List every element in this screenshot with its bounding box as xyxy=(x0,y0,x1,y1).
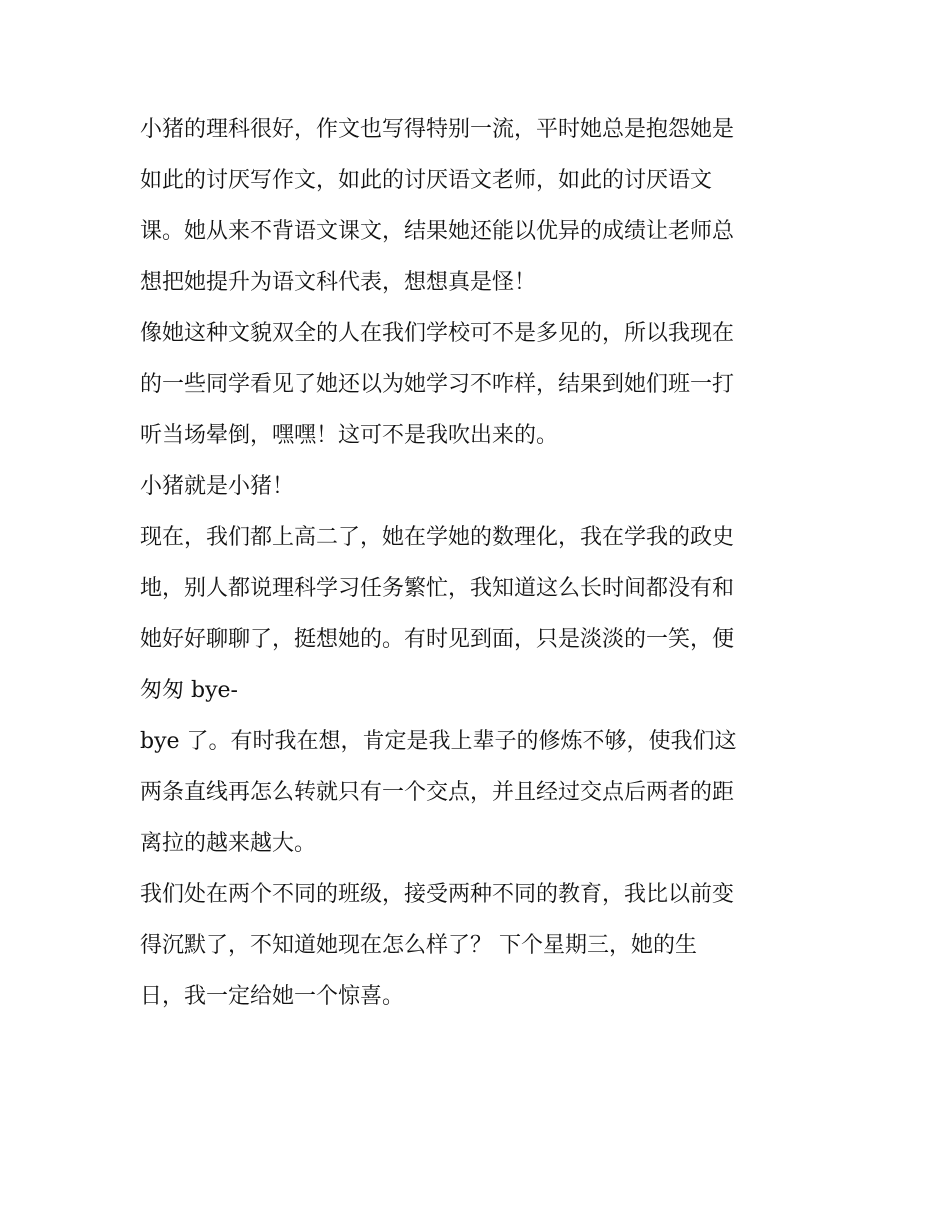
text-line: 匆匆 bye- xyxy=(140,678,238,703)
body-text xyxy=(140,104,820,1022)
text-line: 听当场晕倒，嘿嘿！这可不是我吹出来的。 xyxy=(140,423,559,448)
text-line: 地，别人都说理科学习任务繁忙，我知道这么长时间都没有和 xyxy=(140,576,735,601)
text-line: 两条直线再怎么转就只有一个交点，并且经过交点后两者的距 xyxy=(140,780,735,805)
text-line: 日，我一定给她一个惊喜。 xyxy=(140,984,405,1009)
text-line: bye 了。有时我在想，肯定是我上辈子的修炼不够，使我们这 xyxy=(140,729,737,754)
text-line: 得沉默了，不知道她现在怎么样了？ 下个星期三，她的生 xyxy=(140,933,697,958)
text-line: 现在，我们都上高二了，她在学她的数理化，我在学我的政史 xyxy=(140,525,735,550)
text-line: 想把她提升为语文科代表，想想真是怪！ xyxy=(140,270,537,295)
text-line: 像她这种文貌双全的人在我们学校可不是多见的，所以我现在 xyxy=(140,321,735,346)
text-line: 的一些同学看见了她还以为她学习不咋样，结果到她们班一打 xyxy=(140,372,735,397)
text-line: 她好好聊聊了，挺想她的。有时见到面，只是淡淡的一笑，便 xyxy=(140,627,735,652)
text-line: 小猪的理科很好，作文也写得特别一流，平时她总是抱怨她是 xyxy=(140,117,735,142)
text-line: 小猪就是小猪！ xyxy=(140,474,295,499)
text-line: 我们处在两个不同的班级，接受两种不同的教育，我比以前变 xyxy=(140,882,735,907)
text-line: 离拉的越来越大。 xyxy=(140,831,317,856)
text-line: 如此的讨厌写作文，如此的讨厌语文老师，如此的讨厌语文 xyxy=(140,168,713,193)
text-line: 课。她从来不背语文课文，结果她还能以优异的成绩让老师总 xyxy=(140,219,735,244)
